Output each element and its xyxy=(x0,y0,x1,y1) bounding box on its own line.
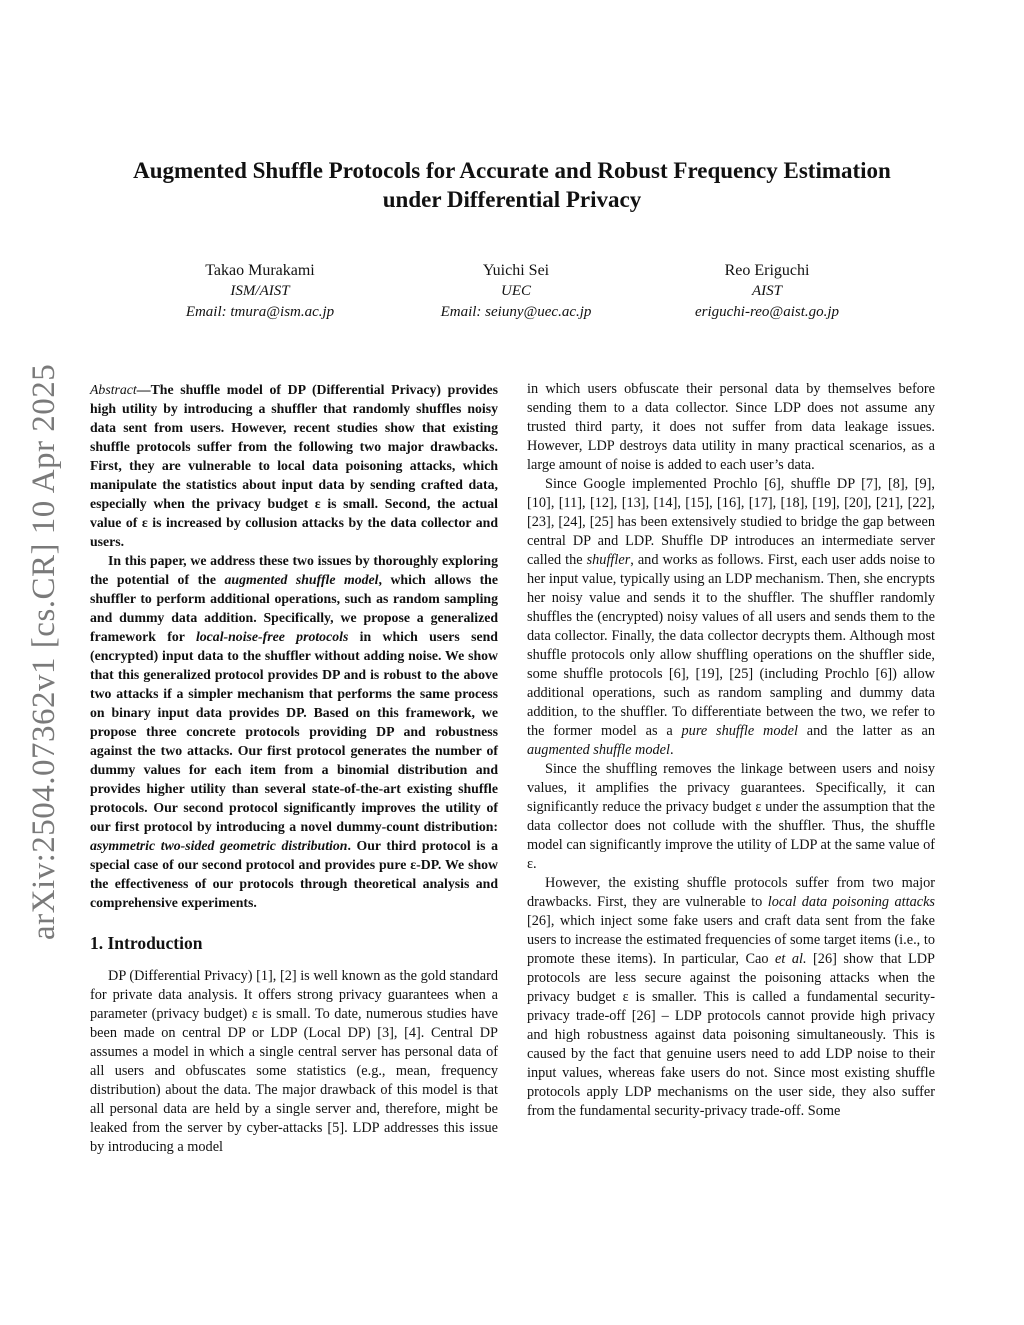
author-name: Reo Eriguchi xyxy=(724,262,810,279)
abstract-label: Abstract xyxy=(90,382,137,397)
author-affiliation: AIST xyxy=(752,283,782,299)
author-block-3 xyxy=(617,260,917,323)
abstract xyxy=(90,380,498,912)
intro-paragraph-continued: in which users obfuscate their personal data by themselves before sending them to a data collector. Since LDP does not assume any trusted third party, it does not suffer from data leakage issues. However, LDP destroys data utility in many practical scenarios, as a large amount of noise is added to each user’s data. xyxy=(527,381,935,473)
abstract-paragraph-1: Abstract—The shuffle model of DP (Differential Privacy) provides high utility by introducing a shuffler that randomly shuffles noisy data sent from users. However, recent studies show that existing shuffle protocols suffer from the following two major drawbacks. First, they are vulnerable to local data poisoning attacks, which manipulate the statistics about input data by sending crafted data, especially when the privacy budget ε is small. Second, the actual value of ε is increased by collusion attacks by the data collector and users. xyxy=(90,382,498,549)
arxiv-identifier: arXiv:2504.07362v1 [cs.CR] 10 Apr 2025 xyxy=(26,363,62,940)
intro-paragraph-4: However, the existing shuffle protocols suffer from two major drawbacks. First, they are vulnerable to local data poisoning attacks [26], which inject some fake users and craft data sent from the fake users to increase the estimated frequencies of some target items (i.e., to promote these items). In particular, Cao et al. [26] show that LDP protocols are less secure against the poisoning attacks when the privacy budget ε is smaller. This is called a fundamental security-privacy trade-off [26] – LDP protocols cannot provide high privacy and high robustness against data poisoning simultaneously. This is caused by the fact that genuine users need to add LDP noise to their input values, whereas fake users do not. Since most existing shuffle protocols apply LDP mechanisms on the user side, they also suffer from the fundamental security-privacy trade-off. Some xyxy=(527,875,935,1119)
intro-paragraph-3: Since the shuffling removes the linkage between users and noisy values, it amplifies the privacy guarantees. Specifically, it can significantly reduce the privacy budget ε under the assumption that the data collector does not collude with the shuffler. Thus, the shuffle model can significantly improve the utility of LDP at the same value of ε. xyxy=(527,761,935,872)
author-email: Email: tmura@ism.ac.jp xyxy=(185,304,335,320)
paper-title xyxy=(90,156,934,214)
right-column xyxy=(527,380,935,1121)
intro-paragraph-1: DP (Differential Privacy) [1], [2] is well known as the gold standard for private data analysis. It offers strong privacy guarantees when a parameter (privacy budget) ε is small. To date, numerous studies have been made on central DP or LDP (Local DP) [3], [4]. Central DP assumes a model in which a single central server has personal data of all users and obfuscates some statistics (e.g., mean, frequency distribution) about the data. The major drawback of this model is that all personal data are held by a single server and, therefore, might be leaked from the server by cyber-attacks [5]. LDP addresses this issue by introducing a model xyxy=(90,968,498,1155)
title-line-2: under Differential Privacy xyxy=(382,187,642,212)
title-line-1: Augmented Shuffle Protocols for Accurate and Robust Frequency Estimation xyxy=(133,158,891,183)
author-name: Takao Murakami xyxy=(205,262,315,279)
abstract-paragraph-2: In this paper, we address these two issues by thoroughly exploring the potential of the augmented shuffle model, which allows the shuffler to perform additional operations, such as random sampling and dummy data addition. Specifically, we propose a generalized framework for local-noise-free protocols in which users send (encrypted) input data to the shuffler without adding noise. We show that this generalized protocol provides DP and is robust to the above two attacks if a simpler mechanism that performs the same process on binary input data provides DP. Based on this framework, we propose three concrete protocols providing DP and robustness against the two attacks. Our first protocol generates the number of dummy values for each item from a binomial distribution and provides higher utility than several state-of-the-art existing shuffle protocols. Our second protocol significantly improves the utility of our first protocol by introducing a novel dummy-count distribution: asymmetric two-sided geometric distribution. Our third protocol is a special case of our second protocol and provides pure ε-DP. We show the effectiveness of our protocols through theoretical analysis and comprehensive experiments. xyxy=(90,553,498,910)
left-column xyxy=(90,380,498,1157)
author-email: Email: seiuny@uec.ac.jp xyxy=(440,304,592,320)
intro-paragraph-2: Since Google implemented Prochlo [6], shuffle DP [7], [8], [9], [10], [11], [12], [13], [14], [15], [16], [17], [18], [19], [20], [21], [22], [23], [24], [25] has been extensively studied to bridge the gap between central DP and LDP. Shuffle DP introduces an intermediate server called the shuffler, and works as follows. First, each user adds noise to her input value, typically using an LDP mechanism. Then, she encrypts her noisy value and sends it to the shuffler. The shuffler randomly shuffles the (encrypted) noisy values of all users and sends them to the data collector. Finally, the data collector decrypts them. Although most shuffle protocols only allow shuffling operations on the shuffler side, some shuffle protocols [6], [19], [25] (including Prochlo [6]) allow additional operations, such as random sampling and dummy data addition, to the shuffler. To differentiate between the two, we refer to the former model as a pure shuffle model and the latter as an augmented shuffle model. xyxy=(527,476,935,758)
author-email: eriguchi-reo@aist.go.jp xyxy=(694,304,840,320)
author-affiliation: ISM/AIST xyxy=(230,283,290,299)
author-affiliation: UEC xyxy=(501,283,531,299)
author-block-1 xyxy=(110,260,410,323)
author-name: Yuichi Sei xyxy=(482,262,550,279)
section-heading-introduction: 1. Introduction xyxy=(90,933,203,953)
